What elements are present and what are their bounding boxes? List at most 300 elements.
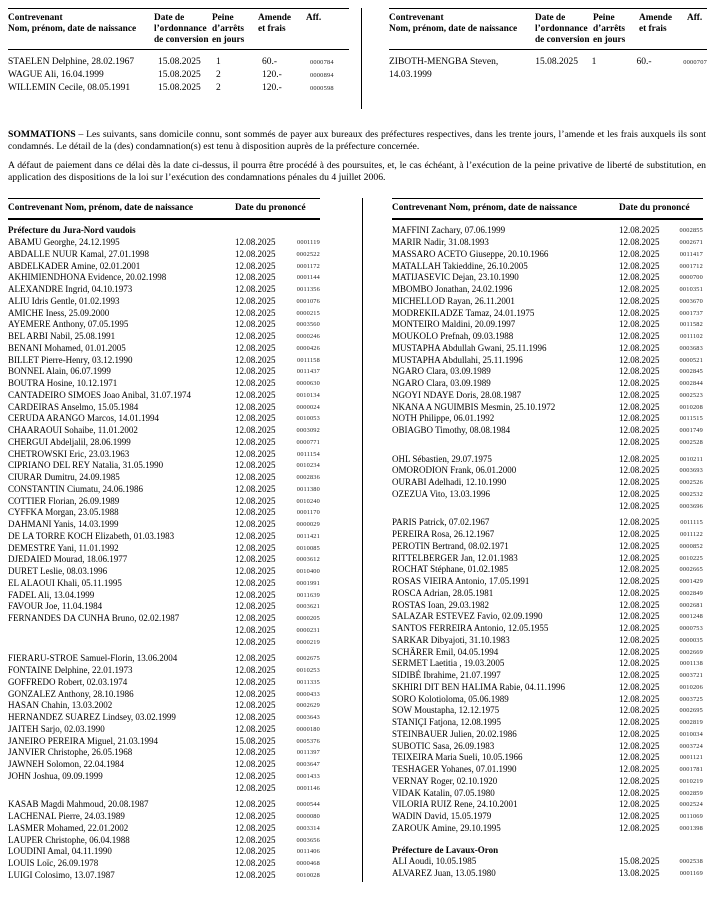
date-line	[619, 611, 703, 623]
pronounce-date: 12.08.2025	[235, 248, 276, 259]
summons-row	[8, 249, 320, 261]
pronounce-date: 12.08.2025	[619, 517, 660, 528]
date-line	[619, 272, 703, 284]
date-line	[619, 647, 703, 659]
offender-name: MAFFINI Zachary, 07.06.1999	[392, 225, 506, 236]
pronounce-date: 12.08.2025	[235, 782, 276, 793]
date-line	[619, 413, 703, 425]
pronounce-date: 12.08.2025	[235, 307, 276, 318]
pronounce-date: 15.08.2025	[235, 735, 276, 746]
pronounce-date: 13.08.2025	[619, 868, 660, 879]
case-ref: 0011639	[296, 591, 320, 599]
summons-row	[392, 564, 703, 576]
case-ref: 0000753	[679, 625, 703, 633]
pronounce-date: 12.08.2025	[619, 811, 660, 822]
date-line	[235, 783, 320, 795]
case-ref: 0011335	[296, 678, 320, 686]
date-line	[619, 225, 703, 237]
case-ref: 0000598	[310, 85, 334, 93]
summons-row	[392, 717, 703, 729]
case-ref: 0003693	[679, 467, 703, 475]
offender-name: ALVAREZ Juan, 13.05.1980	[392, 868, 496, 879]
date-lines	[235, 531, 320, 543]
conversion-row	[8, 56, 349, 69]
summons-row	[8, 390, 320, 402]
case-ref: 0002849	[679, 589, 703, 597]
date-lines	[235, 296, 320, 308]
case-ref: 0002675	[296, 655, 320, 663]
case-ref: 0001737	[679, 309, 703, 317]
offender-name: SERMET Laetitia , 19.03.2005	[392, 658, 505, 669]
summons-row	[392, 553, 703, 565]
date-line	[235, 689, 320, 701]
offender-name: BONNEL Alain, 06.07.1999	[8, 366, 111, 377]
offender-name: PEROTIN Bertrand, 08.02.1971	[392, 540, 509, 551]
date-lines	[619, 856, 703, 868]
summons-row	[8, 653, 320, 665]
summons-row	[8, 870, 320, 882]
date-lines	[619, 764, 703, 776]
summons-row	[392, 611, 703, 623]
offender-name: RITTELBERGER Jan, 12.01.1983	[392, 552, 518, 563]
date-lines	[235, 858, 320, 870]
pronounce-date: 12.08.2025	[619, 599, 660, 610]
case-ref: 0000180	[296, 725, 320, 733]
pronounce-date: 12.08.2025	[235, 653, 276, 664]
date-lines	[619, 682, 703, 694]
date-line	[235, 437, 320, 449]
date-lines	[619, 741, 703, 753]
summons-row	[8, 472, 320, 484]
case-ref: 0003696	[679, 502, 703, 510]
case-ref: 0011437	[296, 368, 320, 376]
offender-name: ROSAS VIEIRA Antonio, 17.05.1991	[392, 576, 530, 587]
case-ref: 0003647	[296, 761, 320, 769]
case-ref: 0010253	[296, 667, 320, 675]
pronounce-date: 12.08.2025	[235, 636, 276, 647]
case-ref: 0010208	[679, 403, 703, 411]
pronounce-date: 12.08.2025	[619, 740, 660, 751]
offender-name: DURET Leslie, 08.03.1996	[8, 566, 108, 577]
summons-row	[8, 272, 320, 284]
arrest-days: 1	[216, 57, 221, 68]
case-ref: 0011158	[297, 356, 320, 364]
case-ref: 0010211	[679, 455, 703, 463]
date-lines	[235, 308, 320, 320]
case-ref: 0002695	[679, 707, 703, 715]
header-amende: Amende et frais	[639, 13, 673, 34]
pronounce-date: 12.08.2025	[619, 488, 660, 499]
pronounce-date: 12.08.2025	[235, 811, 276, 822]
summons-row	[8, 519, 320, 531]
pronounce-date: 12.08.2025	[235, 319, 276, 330]
date-lines	[619, 272, 703, 284]
summons-row	[8, 665, 320, 677]
case-ref: 0010034	[679, 730, 703, 738]
case-ref: 0000080	[296, 813, 320, 821]
pronounce-date: 12.08.2025	[619, 237, 660, 248]
case-ref: 0000205	[296, 615, 320, 623]
pronounce-date: 12.08.2025	[619, 775, 660, 786]
case-ref: 0011102	[680, 333, 703, 341]
pronounce-date: 12.08.2025	[235, 413, 276, 424]
date-lines	[235, 677, 320, 689]
case-ref: 0011515	[679, 415, 703, 423]
date-lines	[235, 425, 320, 437]
offender-name: SORO Kolotioloma, 05.06.1989	[392, 693, 509, 704]
date-lines	[619, 477, 703, 489]
date-line	[619, 729, 703, 741]
date-line	[235, 284, 320, 296]
date-lines	[235, 835, 320, 847]
date-line	[235, 237, 320, 249]
date-line	[235, 472, 320, 484]
conversion-row	[8, 69, 349, 82]
offender-name: VIDAK Katalin, 07.05.1980	[392, 787, 495, 798]
summons-section	[8, 198, 707, 882]
pronounce-date: 12.08.2025	[619, 529, 660, 540]
pronounce-date: 12.08.2025	[235, 589, 276, 600]
date-line	[235, 366, 320, 378]
date-line	[619, 465, 703, 477]
date-line	[235, 343, 320, 355]
summons-row	[392, 541, 703, 553]
pronounce-date: 12.08.2025	[619, 354, 660, 365]
date-lines	[235, 554, 320, 566]
pronounce-date: 12.08.2025	[619, 611, 660, 622]
date-lines	[619, 284, 703, 296]
pronounce-date: 12.08.2025	[619, 752, 660, 763]
summons-row	[8, 799, 320, 811]
pronounce-date: 12.08.2025	[619, 260, 660, 271]
summons-row	[8, 543, 320, 555]
offender-name: ZAROUK Amine, 29.10.1995	[392, 822, 501, 833]
date-lines	[235, 472, 320, 484]
offender-name: ALEXANDRE Ingrid, 04.10.1973	[8, 284, 133, 295]
date-lines	[619, 390, 703, 402]
pronounce-date: 12.08.2025	[235, 519, 276, 530]
case-ref: 0001398	[679, 824, 703, 832]
date-lines	[619, 623, 703, 635]
case-ref: 0003314	[296, 824, 320, 832]
case-ref: 0001119	[297, 239, 320, 247]
date-lines	[619, 658, 703, 670]
date-line	[235, 712, 320, 724]
date-line	[619, 705, 703, 717]
offender-name: MBOMBO Jonathan, 24.02.1996	[392, 284, 513, 295]
summons-row	[392, 413, 703, 425]
case-ref: 0000707	[683, 59, 707, 67]
date-line	[619, 437, 703, 449]
header-peine: Peine d’arrêts en jours	[212, 13, 245, 45]
case-ref: 0011356	[296, 286, 320, 294]
pronounce-date: 12.08.2025	[235, 834, 276, 845]
header-date-ordonnance: Date de l’ordonnance de conversion	[535, 13, 590, 45]
case-ref: 0000468	[296, 860, 320, 868]
case-ref: 0010225	[679, 554, 703, 562]
date-line	[619, 553, 703, 565]
case-ref: 0001749	[679, 427, 703, 435]
pronounce-date: 12.08.2025	[235, 712, 276, 723]
offender-name: PEREIRA Rosa, 26.12.1967	[392, 529, 495, 540]
date-lines	[235, 771, 320, 795]
case-ref: 0000231	[296, 626, 320, 634]
date-lines	[619, 343, 703, 355]
date-lines	[619, 489, 703, 513]
sommations-body: – Les suivants, sans domicile connu, sont sommés de payer aux bureaux des préfectures respectives, dans les trente jours, l’amende et les frais auxquels ils sont condamnés. Le détail de la (des) condamnation(s) est tenu à disposition auprès de la préfecture concernée.	[8, 129, 706, 153]
case-ref: 0002524	[679, 801, 703, 809]
offender-name: LAUPER Christophe, 06.04.1988	[8, 834, 130, 845]
pronounce-date: 12.08.2025	[619, 658, 660, 669]
date-lines	[235, 343, 320, 355]
date-lines	[235, 319, 320, 331]
pronounce-date: 12.08.2025	[235, 284, 276, 295]
pronounce-date: 12.08.2025	[235, 389, 276, 400]
date-lines	[619, 308, 703, 320]
pronounce-date: 12.08.2025	[235, 542, 276, 553]
date-line	[235, 543, 320, 555]
summons-row	[8, 566, 320, 578]
date-line	[619, 623, 703, 635]
summons-row	[392, 331, 703, 343]
summons-row	[8, 771, 320, 795]
date-lines	[235, 449, 320, 461]
case-ref: 0001121	[679, 754, 703, 762]
offender-name: CHETROWSKI Eric, 23.03.1963	[8, 448, 130, 459]
header-aff: Aff.	[687, 13, 703, 23]
conversion-table-header	[389, 9, 707, 49]
date-lines	[619, 799, 703, 811]
date-line	[235, 272, 320, 284]
conversion-date: 15.08.2025	[158, 57, 201, 68]
date-line	[619, 856, 703, 868]
date-line	[235, 296, 320, 308]
offender-name: GONZALEZ Anthony, 28.10.1986	[8, 688, 134, 699]
pronounce-date: 12.08.2025	[619, 728, 660, 739]
date-lines	[235, 578, 320, 590]
summons-row	[392, 390, 703, 402]
offender-name: MONTEIRO Maldini, 20.09.1997	[392, 319, 516, 330]
sommations-paragraph	[8, 129, 706, 153]
offender-name: CIPRIANO DEL REY Natalia, 31.05.1990	[8, 460, 164, 471]
summons-row	[8, 449, 320, 461]
pronounce-date: 12.08.2025	[619, 389, 660, 400]
case-ref: 0001138	[679, 660, 703, 668]
case-ref: 0003721	[679, 672, 703, 680]
pronounce-date: 12.08.2025	[235, 378, 276, 389]
case-ref: 0000894	[310, 72, 334, 80]
summons-row	[392, 308, 703, 320]
pronounce-date: 12.08.2025	[619, 307, 660, 318]
pronounce-date: 12.08.2025	[235, 759, 276, 770]
case-ref: 0002836	[296, 474, 320, 482]
pronounce-date: 12.08.2025	[235, 295, 276, 306]
case-ref: 0000700	[679, 274, 703, 282]
date-lines	[235, 747, 320, 759]
pronounce-date: 12.08.2025	[619, 295, 660, 306]
prefecture-heading: Préfecture de Lavaux-Oron	[392, 844, 499, 855]
date-line	[619, 868, 703, 880]
conversion-row	[8, 82, 349, 95]
date-lines	[235, 689, 320, 701]
date-lines	[235, 736, 320, 748]
date-lines	[619, 788, 703, 800]
date-line	[235, 799, 320, 811]
summons-row	[392, 529, 703, 541]
summons-row	[8, 700, 320, 712]
date-lines	[235, 496, 320, 508]
offender-name: SANTOS FERREIRA Antonio, 12.05.1955	[392, 623, 549, 634]
pronounce-date: 12.08.2025	[235, 472, 276, 483]
case-ref: 0000771	[296, 438, 320, 446]
summons-row	[392, 741, 703, 753]
summons-row	[392, 477, 703, 489]
column-divider	[362, 198, 363, 882]
date-line	[619, 811, 703, 823]
date-line	[235, 449, 320, 461]
case-ref: 0001429	[679, 578, 703, 586]
horizontal-rule	[389, 49, 707, 50]
pronounce-date: 12.08.2025	[235, 554, 276, 565]
pronounce-date: 12.08.2025	[235, 601, 276, 612]
offender-name: MATALLAH Takieddine, 26.10.2005	[392, 260, 528, 271]
date-lines	[619, 331, 703, 343]
date-lines	[235, 484, 320, 496]
date-line	[235, 496, 320, 508]
case-ref: 0010085	[296, 544, 320, 552]
pronounce-date: 12.08.2025	[619, 717, 660, 728]
pronounce-date: 12.08.2025	[235, 401, 276, 412]
summons-table-header	[8, 199, 320, 219]
date-lines	[619, 576, 703, 588]
case-ref: 0002855	[679, 227, 703, 235]
summons-row	[8, 355, 320, 367]
summons-row	[392, 856, 703, 868]
pronounce-date: 12.08.2025	[619, 587, 660, 598]
date-lines	[235, 566, 320, 578]
offender-name: MARIR Nadir, 31.08.1993	[392, 237, 489, 248]
offender-name: ABDALLE NUUR Kamal, 27.01.1998	[8, 248, 149, 259]
date-lines	[619, 402, 703, 414]
date-lines	[235, 460, 320, 472]
pronounce-date: 12.08.2025	[235, 354, 276, 365]
offender-name: BILLET Pierre-Henry, 03.12.1990	[8, 354, 133, 365]
case-ref: 0003725	[679, 695, 703, 703]
offender-name: FADEL Ali, 13.04.1999	[8, 589, 95, 600]
summons-row	[392, 799, 703, 811]
date-line	[619, 694, 703, 706]
summons-row	[392, 225, 703, 237]
pronounce-date: 12.08.2025	[235, 495, 276, 506]
pronounce-date: 12.08.2025	[619, 331, 660, 342]
offender-name: NKANA A NGUIMBIS Mesmin, 25.10.1972	[392, 401, 556, 412]
fine-amount: 120.-	[262, 70, 282, 81]
date-lines	[235, 507, 320, 519]
summons-row	[8, 747, 320, 759]
date-lines	[235, 284, 320, 296]
summons-row	[392, 588, 703, 600]
conversion-table-header	[8, 9, 349, 49]
offender-name: ALIU Idris Gentle, 01.02.1993	[8, 295, 120, 306]
offender-name: NOTH Philippe, 06.01.1992	[392, 413, 495, 424]
offender-name: WAGUE Ali, 16.04.1999	[8, 70, 104, 81]
case-ref: 0011154	[297, 450, 320, 458]
summons-row	[8, 507, 320, 519]
date-line	[619, 658, 703, 670]
summons-row	[392, 694, 703, 706]
offender-name: NGOYI NDAYE Doris, 28.08.1987	[392, 389, 522, 400]
date-line	[619, 425, 703, 437]
fine-amount: 60.-	[262, 57, 278, 68]
pronounce-date: 12.08.2025	[619, 465, 660, 476]
offender-name: ABDELKADER Amine, 02.01.2001	[8, 260, 141, 271]
date-line	[235, 637, 320, 649]
date-lines	[619, 249, 703, 261]
summons-row	[8, 460, 320, 472]
summons-row	[392, 378, 703, 390]
summons-row	[392, 705, 703, 717]
date-lines	[619, 517, 703, 529]
case-ref: 0002844	[679, 380, 703, 388]
pronounce-date: 12.08.2025	[235, 448, 276, 459]
date-lines	[235, 823, 320, 835]
date-line	[235, 402, 320, 414]
summons-rows-right	[392, 220, 703, 880]
sommations-text-block	[8, 129, 706, 183]
date-line	[235, 578, 320, 590]
offender-name: AKHIMIENDHONA Evidence, 20.02.1998	[8, 272, 167, 283]
offender-name: FONTAINE Delphine, 22.01.1973	[8, 665, 133, 676]
header-peine: Peine d’arrêts en jours	[593, 13, 626, 45]
offender-name: VILORIA RUIZ Rene, 24.10.2001	[392, 799, 518, 810]
date-lines	[235, 237, 320, 249]
conversion-rows-right	[389, 56, 707, 82]
summons-row	[8, 823, 320, 835]
header-contrevenant: Contrevenant Nom, prénom, date de naissance	[8, 202, 193, 213]
pronounce-date: 12.08.2025	[235, 688, 276, 699]
offender-name: NGARO Clara, 03.09.1989	[392, 366, 491, 377]
date-line	[619, 776, 703, 788]
date-line	[235, 308, 320, 320]
summons-row	[8, 378, 320, 390]
date-line	[235, 759, 320, 771]
date-lines	[235, 378, 320, 390]
date-line	[619, 261, 703, 273]
date-line	[235, 413, 320, 425]
pronounce-date: 12.08.2025	[235, 272, 276, 283]
pronounce-date: 12.08.2025	[619, 436, 660, 447]
date-line	[235, 811, 320, 823]
offender-name: COTTIER Florian, 26.09.1989	[8, 495, 120, 506]
pronounce-date: 12.08.2025	[619, 634, 660, 645]
summons-row	[8, 343, 320, 355]
fine-amount: 120.-	[262, 83, 282, 94]
summons-row	[392, 670, 703, 682]
offender-name: TESHAGER Yohanes, 07.01.1990	[392, 764, 517, 775]
case-ref: 0000246	[296, 333, 320, 341]
pronounce-date: 12.08.2025	[619, 248, 660, 259]
summons-row	[392, 658, 703, 670]
default-paragraph: A défaut de paiement dans ce délai dès la date ci-dessus, il pourra être procédé à des poursuites, et, le cas échéant, à l’exécution de la peine privative de liberté de substitution, en application des dispositions de la loi sur l’exécution des condamnations pénales du 4 juillet 2006.	[8, 159, 706, 183]
summons-row	[392, 237, 703, 249]
case-ref: 0010053	[296, 415, 320, 423]
pronounce-date: 12.08.2025	[619, 764, 660, 775]
date-line	[619, 249, 703, 261]
case-ref: 0002523	[679, 391, 703, 399]
date-line	[235, 507, 320, 519]
case-ref: 0003656	[296, 836, 320, 844]
case-ref: 0002681	[679, 601, 703, 609]
